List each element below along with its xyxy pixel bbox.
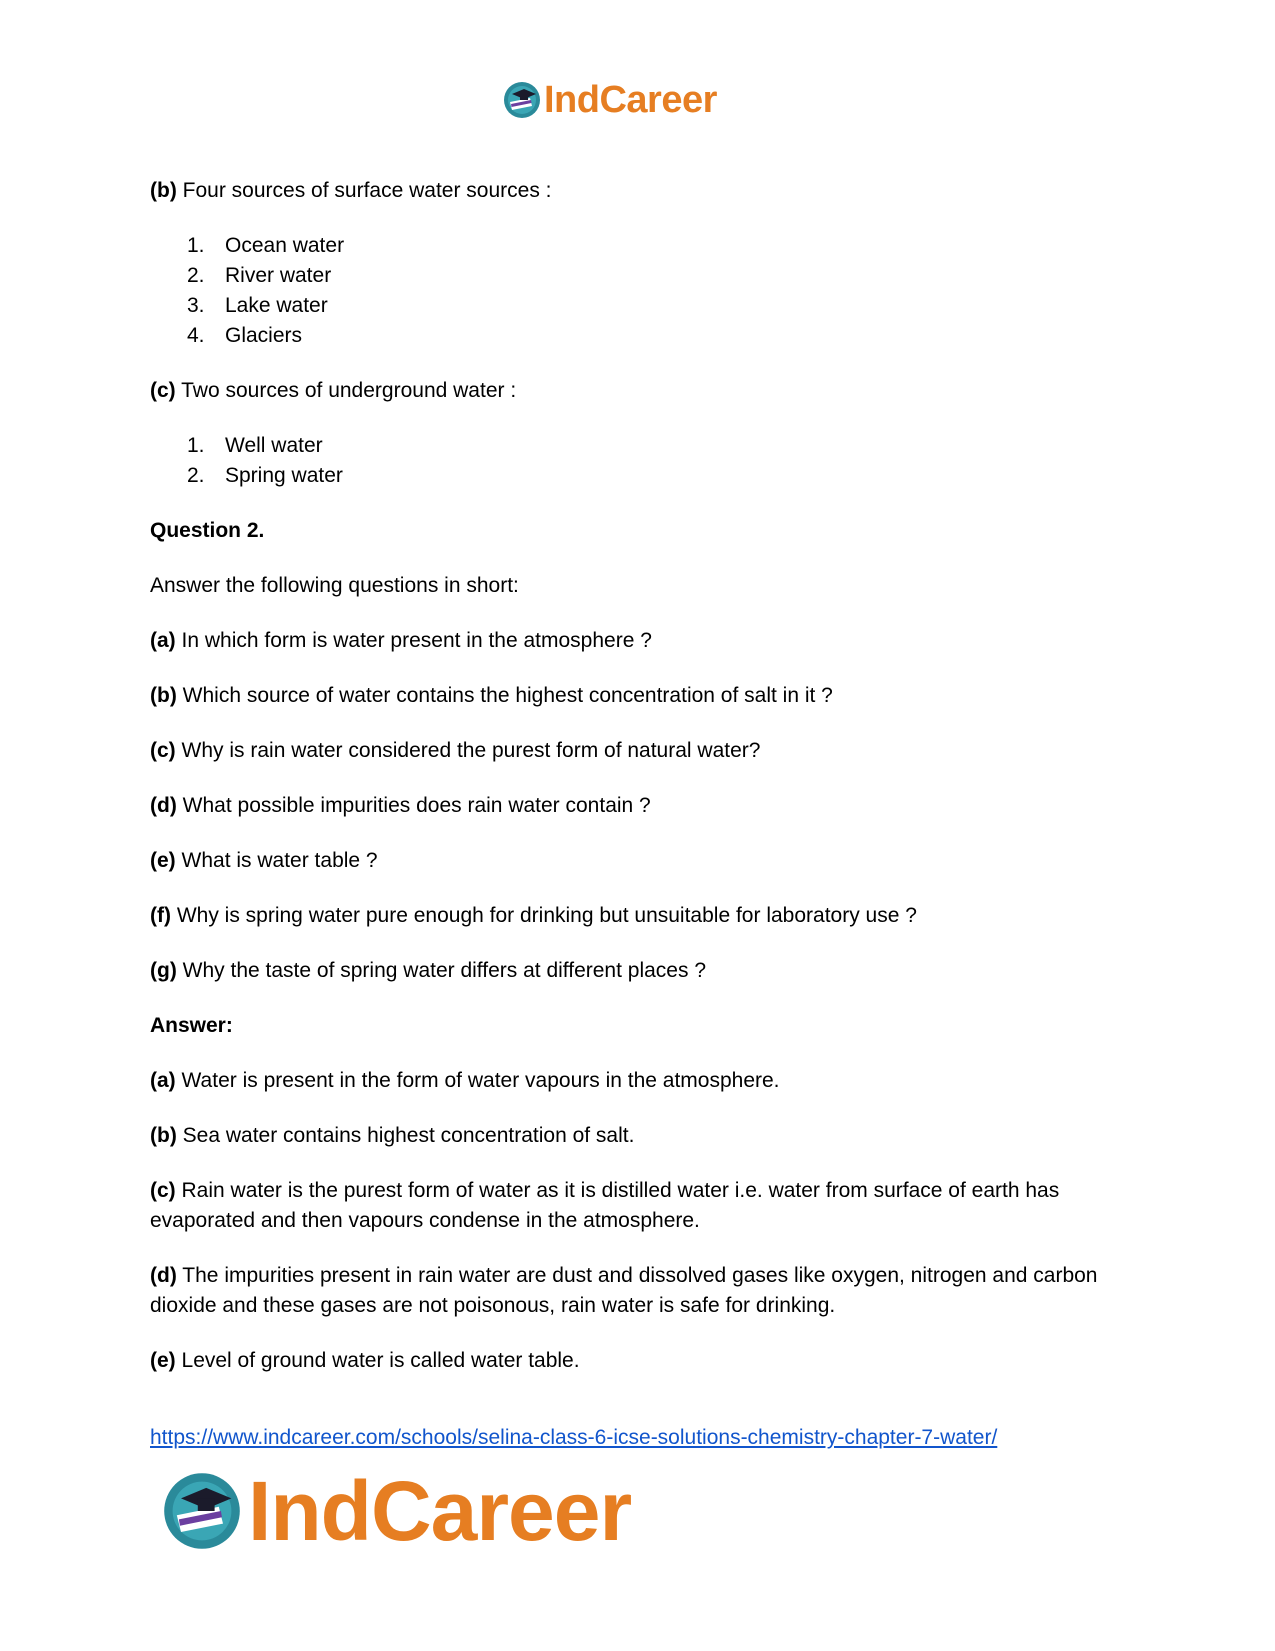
- source-link[interactable]: https://www.indcareer.com/schools/selina-class-6-icse-solutions-chemistry-chapter-7-water/: [150, 1426, 998, 1449]
- question-item: (c) Why is rain water considered the purest form of natural water?: [150, 739, 761, 762]
- list-item: 1. Ocean water: [187, 234, 345, 257]
- part-label: (c): [150, 379, 176, 402]
- brand-name: IndCareer: [248, 1464, 632, 1558]
- part-text: Four sources of surface water sources :: [182, 179, 552, 202]
- part-label: (b): [150, 179, 177, 202]
- list-item: 2. Spring water: [187, 464, 343, 487]
- graduation-globe-icon: [160, 1469, 244, 1553]
- document-body: [150, 176, 1130, 1401]
- answer-item: (a) Water is present in the form of water vapours in the atmosphere.: [150, 1069, 780, 1092]
- answer-heading: Answer:: [150, 1014, 233, 1037]
- answer-item: (e) Level of ground water is called water table.: [150, 1349, 580, 1372]
- list-item: 1. Well water: [187, 434, 323, 457]
- question-item: (e) What is water table ?: [150, 849, 378, 872]
- question-item: (d) What possible impurities does rain water contain ?: [150, 794, 651, 817]
- header-logo: [502, 80, 717, 120]
- surface-water-list: [150, 231, 1130, 351]
- question-item: (b) Which source of water contains the highest concentration of salt in it ?: [150, 684, 833, 707]
- list-item: 2. River water: [187, 264, 332, 287]
- answer-item: (c) Rain water is the purest form of water as it is distilled water i.e. water from surface of earth has evaporated and then vapours condense in the atmosphere.: [150, 1179, 1060, 1232]
- footer-logo: [160, 1466, 631, 1556]
- answer-item: (b) Sea water contains highest concentration of salt.: [150, 1124, 635, 1147]
- part-c-heading: [150, 376, 1130, 406]
- question-item: (f) Why is spring water pure enough for drinking but unsuitable for laboratory use ?: [150, 904, 917, 927]
- underground-water-list: [150, 431, 1130, 491]
- part-b-heading: [150, 176, 1130, 206]
- brand-name: IndCareer: [544, 79, 717, 121]
- answer-item: (d) The impurities present in rain water are dust and dissolved gases like oxygen, nitrogen and carbon dioxide and these gases are not poisonous, rain water is safe for drinking.: [150, 1264, 1098, 1317]
- part-text: Two sources of underground water :: [181, 379, 517, 402]
- list-item: 3. Lake water: [187, 294, 328, 317]
- question-heading: Question 2.: [150, 519, 265, 542]
- question-item: (a) In which form is water present in the atmosphere ?: [150, 629, 652, 652]
- list-item: 4. Glaciers: [187, 324, 303, 347]
- question-item: (g) Why the taste of spring water differs at different places ?: [150, 959, 707, 982]
- question-intro: Answer the following questions in short:: [150, 574, 519, 597]
- graduation-globe-icon: [502, 80, 542, 120]
